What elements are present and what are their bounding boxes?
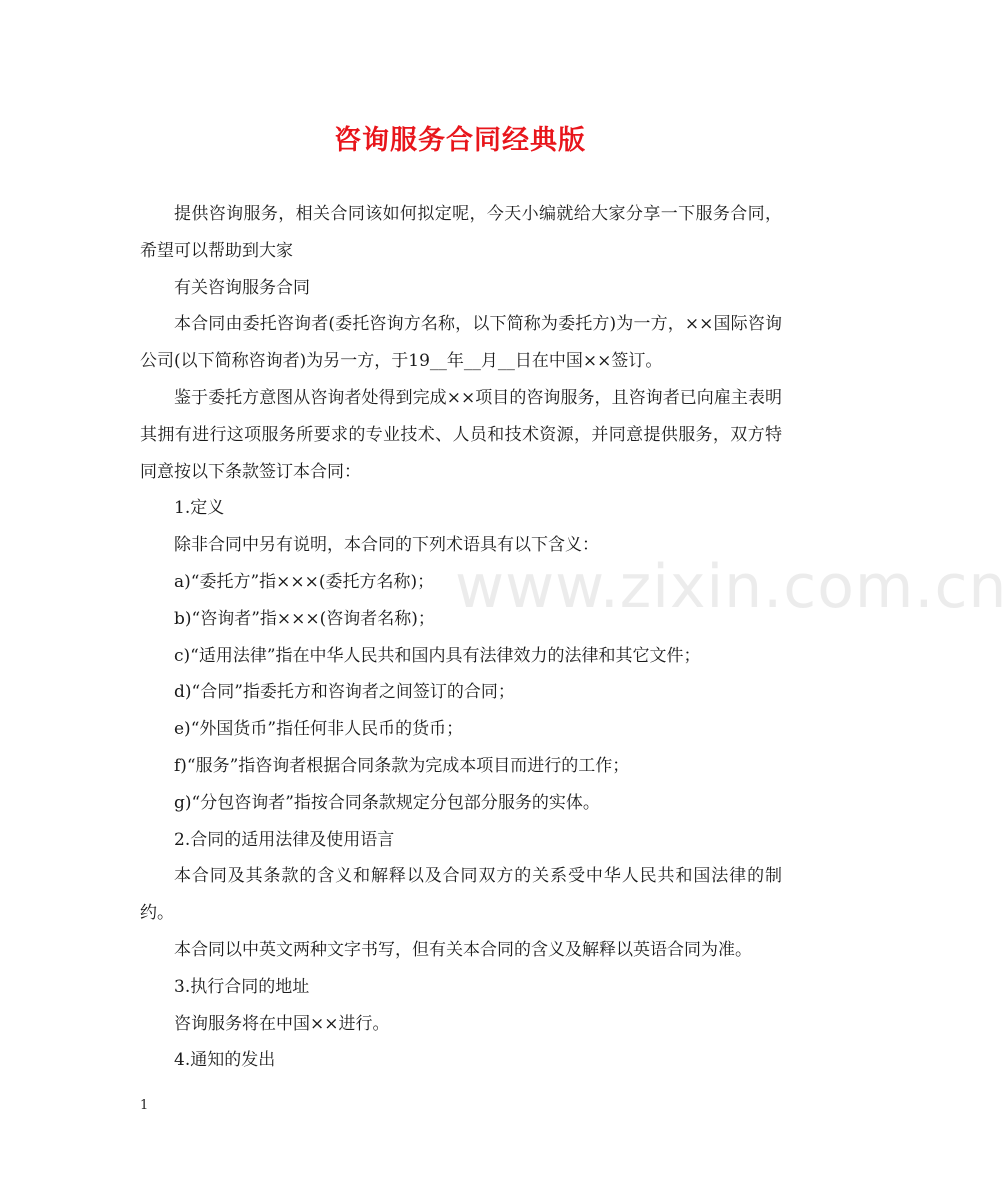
definition-item: f)“服务”指咨询者根据合同条款为完成本项目而进行的工作； xyxy=(174,755,630,776)
definition-item: e)“外国货币”指任何非人民币的货币； xyxy=(174,719,464,740)
page-number: 1 xyxy=(140,1098,149,1113)
watermark: www.zixin.com.cn xyxy=(455,552,1007,622)
paragraph: 本合同以中英文两种文字书写，但有关本合同的含义及解释以英语合同为准。 xyxy=(174,939,752,960)
definition-item: g)“分包咨询者”指按合同条款规定分包部分服务的实体。 xyxy=(174,792,600,813)
paragraph: 本合同及其条款的含义和解释以及合同双方的关系受中华人民共和国法律的制约。 xyxy=(140,866,782,924)
paragraph: 提供咨询服务，相关合同该如何拟定呢，今天小编就给大家分享一下服务合同，希望可以帮助到大家 xyxy=(140,204,782,261)
document-title: 咨询服务合同经典版 xyxy=(334,125,586,156)
definition-item: c)“适用法律”指在中华人民共和国内具有法律效力的法律和其它文件； xyxy=(174,645,701,666)
section-heading: 1.定义 xyxy=(174,498,225,519)
paragraph: 咨询服务将在中国××进行。 xyxy=(174,1013,390,1034)
paragraph: 除非合同中另有说明，本合同的下列术语具有以下含义： xyxy=(174,535,599,556)
paragraph: 鉴于委托方意图从咨询者处得到完成××项目的咨询服务，且咨询者已向雇主表明其拥有进行这项服务所要求的专业技术、人员和技术资源，并同意提供服务，双方特同意按以下条款签订本合同： xyxy=(140,387,782,482)
section-heading: 4.通知的发出 xyxy=(174,1050,276,1071)
paragraph: 本合同由委托咨询者(委托咨询方名称，以下简称为委托方)为一方，××国际咨询公司(以下简称咨询者)为另一方，于19__年__月__日在中国××签订。 xyxy=(140,314,782,372)
section-heading: 2.合同的适用法律及使用语言 xyxy=(174,829,395,850)
definition-item: a)“委托方”指×××(委托方名称)； xyxy=(174,571,435,592)
definition-item: b)“咨询者”指×××(咨询者名称)； xyxy=(174,608,435,629)
section-heading: 3.执行合同的地址 xyxy=(174,976,310,997)
paragraph: 有关咨询服务合同 xyxy=(174,277,310,298)
definition-item: d)“合同”指委托方和咨询者之间签订的合同； xyxy=(174,682,515,703)
document-body xyxy=(140,196,782,1079)
